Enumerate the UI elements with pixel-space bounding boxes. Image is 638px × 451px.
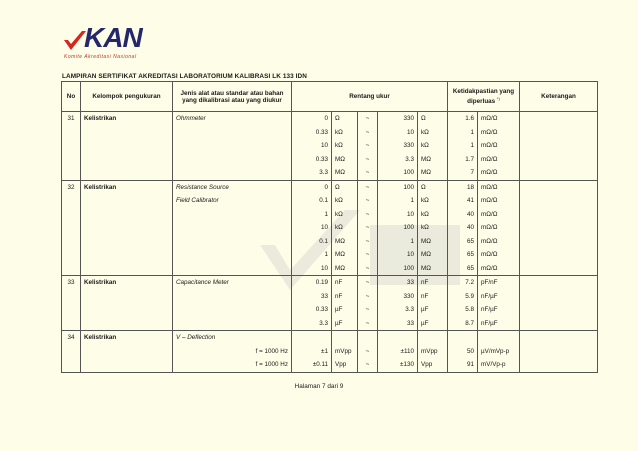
cell-range-from: 0 (292, 180, 332, 194)
cell-jenis (173, 235, 292, 249)
cell-no: 31 (62, 112, 81, 126)
cell-uncertainty: 18 (448, 180, 478, 194)
cell-range-from-unit: nF (332, 276, 358, 290)
cell-keterangan (520, 345, 598, 359)
cell-uncertainty: 1.6 (448, 112, 478, 126)
header-jenis: Jenis alat atau standar atau bahan yang dikalibrasi atau yang diukur (173, 82, 292, 112)
cell-range-to-unit: nF (418, 276, 448, 290)
cell-uncertainty: 65 (448, 248, 478, 262)
table-row (62, 126, 598, 140)
cell-uncertainty: 65 (448, 235, 478, 249)
cell-uncertainty-unit: mΩ/Ω (478, 221, 520, 235)
cell-range-from: 3.3 (292, 166, 332, 180)
cell-range-from: 33 (292, 290, 332, 304)
cell-no (62, 235, 81, 249)
cell-uncertainty-unit: nF/µF (478, 290, 520, 304)
cell-uncertainty: 41 (448, 194, 478, 208)
cell-kelompok (81, 139, 173, 153)
cell-keterangan (520, 235, 598, 249)
cell-range-from-unit: mVpp (332, 345, 358, 359)
cell-no: 33 (62, 276, 81, 290)
cell-range-to: 330 (378, 112, 418, 126)
cell-uncertainty-unit: mΩ/Ω (478, 194, 520, 208)
cell-keterangan (520, 290, 598, 304)
header-note-marker: *) (496, 95, 500, 101)
cell-range-to-unit: MΩ (418, 248, 448, 262)
cell-no (62, 139, 81, 153)
cell-range-sep: ~ (358, 262, 378, 276)
cell-range-to-unit: µF (418, 303, 448, 317)
cell-uncertainty-unit: mV/Vp-p (478, 358, 520, 372)
cell-uncertainty-unit: mΩ/Ω (478, 262, 520, 276)
table-row (62, 139, 598, 153)
cell-range-sep: ~ (358, 208, 378, 222)
cell-no (62, 221, 81, 235)
cell-keterangan (520, 166, 598, 180)
cell-range-to: 1 (378, 194, 418, 208)
cell-range-to-unit: MΩ (418, 235, 448, 249)
cell-range-sep: ~ (358, 139, 378, 153)
cell-jenis (173, 303, 292, 317)
cell-range-sep: ~ (358, 303, 378, 317)
cell-range-from-unit: kΩ (332, 139, 358, 153)
cell-range-from-unit: Vpp (332, 358, 358, 372)
header-keterangan: Keterangan (520, 82, 598, 112)
cell-range-from-unit: MΩ (332, 166, 358, 180)
cell-no (62, 303, 81, 317)
cell-no (62, 262, 81, 276)
cell-range-to-unit: kΩ (418, 208, 448, 222)
cell-range-to-unit: kΩ (418, 194, 448, 208)
cell-kelompok (81, 317, 173, 331)
cell-uncertainty-unit: µV/mVp-p (478, 345, 520, 359)
cell-range-to: 330 (378, 139, 418, 153)
table-row (62, 194, 598, 208)
cell-uncertainty-unit: mΩ/Ω (478, 153, 520, 167)
cell-kelompok (81, 303, 173, 317)
cell-range-from: 1 (292, 208, 332, 222)
cell-kelompok (81, 166, 173, 180)
cell-range-from: 1 (292, 248, 332, 262)
cell-jenis: f = 1000 Hz (173, 345, 292, 359)
cell-uncertainty-unit: mΩ/Ω (478, 126, 520, 140)
cell-range-from-unit: kΩ (332, 208, 358, 222)
cell-jenis: f = 1000 Hz (173, 358, 292, 372)
cell-jenis (173, 248, 292, 262)
cell-range-from-unit: Ω (332, 112, 358, 126)
cell-range-to-unit: nF (418, 290, 448, 304)
cell-uncertainty-unit (478, 331, 520, 345)
cell-range-to-unit: MΩ (418, 153, 448, 167)
cell-range-from: 0.33 (292, 126, 332, 140)
cell-uncertainty: 5.9 (448, 290, 478, 304)
cell-range-from: 0.1 (292, 235, 332, 249)
table-row (62, 317, 598, 331)
cell-jenis (173, 208, 292, 222)
cell-range-from (292, 331, 332, 345)
cell-jenis (173, 262, 292, 276)
cell-range-to: 3.3 (378, 153, 418, 167)
table-row (62, 331, 598, 345)
cell-uncertainty (448, 331, 478, 345)
cell-jenis (173, 290, 292, 304)
cell-keterangan (520, 221, 598, 235)
cell-range-to: 330 (378, 290, 418, 304)
cell-range-to: ±130 (378, 358, 418, 372)
cell-range-from-unit: MΩ (332, 235, 358, 249)
table-row (62, 166, 598, 180)
cell-range-from-unit: MΩ (332, 262, 358, 276)
header-rentang: Rentang ukur (292, 82, 448, 112)
table-body (62, 112, 598, 373)
cell-uncertainty: 1 (448, 126, 478, 140)
cell-range-from: 10 (292, 221, 332, 235)
kan-logo (62, 22, 172, 60)
cell-kelompok (81, 290, 173, 304)
cell-range-sep: ~ (358, 166, 378, 180)
cell-range-from-unit: µF (332, 303, 358, 317)
cell-range-to-unit: Ω (418, 112, 448, 126)
cell-kelompok (81, 235, 173, 249)
cell-no: 34 (62, 331, 81, 345)
cell-range-to-unit: MΩ (418, 166, 448, 180)
logo-wordmark: KAN (84, 22, 142, 53)
cell-kelompok (81, 248, 173, 262)
cell-kelompok (81, 345, 173, 359)
cell-jenis: Resistance Source (173, 180, 292, 194)
table-row (62, 153, 598, 167)
cell-range-to: 33 (378, 317, 418, 331)
cell-no (62, 126, 81, 140)
cell-kelompok (81, 262, 173, 276)
cell-no: 32 (62, 180, 81, 194)
cell-range-from: 0.19 (292, 276, 332, 290)
cell-jenis (173, 126, 292, 140)
cell-range-from: 0.33 (292, 303, 332, 317)
cell-range-from-unit: nF (332, 290, 358, 304)
cell-kelompok: Kelistrikan (81, 331, 173, 345)
cell-kelompok (81, 208, 173, 222)
cell-range-to: 100 (378, 262, 418, 276)
cell-range-to-unit (418, 331, 448, 345)
cell-range-sep: ~ (358, 290, 378, 304)
cell-jenis (173, 166, 292, 180)
cell-range-from-unit: kΩ (332, 194, 358, 208)
cell-range-from: 0.1 (292, 194, 332, 208)
cell-range-sep: ~ (358, 235, 378, 249)
cell-range-from-unit: kΩ (332, 126, 358, 140)
cell-range-to-unit: Ω (418, 180, 448, 194)
cell-uncertainty-unit: mΩ/Ω (478, 166, 520, 180)
cell-uncertainty: 40 (448, 221, 478, 235)
cell-range-from-unit (332, 331, 358, 345)
cell-uncertainty-unit: mΩ/Ω (478, 248, 520, 262)
cell-uncertainty: 65 (448, 262, 478, 276)
cell-uncertainty: 7.2 (448, 276, 478, 290)
table-row (62, 208, 598, 222)
cell-kelompok (81, 194, 173, 208)
logo-subtitle: Komite Akreditasi Nasional (64, 54, 137, 60)
table-row (62, 262, 598, 276)
page-footer: Halaman 7 dari 9 (294, 383, 344, 390)
cell-range-sep: ~ (358, 126, 378, 140)
table-row (62, 221, 598, 235)
cell-keterangan (520, 126, 598, 140)
cell-range-from: ±0.11 (292, 358, 332, 372)
cell-range-sep: ~ (358, 221, 378, 235)
cell-keterangan (520, 194, 598, 208)
cell-keterangan (520, 303, 598, 317)
cell-keterangan (520, 317, 598, 331)
cell-uncertainty: 5.8 (448, 303, 478, 317)
cell-uncertainty-unit: nF/µF (478, 317, 520, 331)
cell-keterangan (520, 180, 598, 194)
table-row (62, 276, 598, 290)
cell-uncertainty: 7 (448, 166, 478, 180)
cell-kelompok (81, 358, 173, 372)
cell-keterangan (520, 248, 598, 262)
cell-range-from: 10 (292, 262, 332, 276)
cell-jenis: Ohmmeter (173, 112, 292, 126)
accreditation-scope-table (61, 81, 598, 373)
cell-uncertainty-unit: nF/µF (478, 303, 520, 317)
cell-uncertainty: 91 (448, 358, 478, 372)
cell-keterangan (520, 153, 598, 167)
cell-range-to (378, 331, 418, 345)
cell-kelompok: Kelistrikan (81, 112, 173, 126)
cell-jenis: V – Deflection (173, 331, 292, 345)
table-row (62, 112, 598, 126)
cell-range-sep: ~ (358, 248, 378, 262)
cell-uncertainty-unit: mΩ/Ω (478, 208, 520, 222)
cell-range-to: 10 (378, 208, 418, 222)
cell-range-from-unit: MΩ (332, 248, 358, 262)
cell-kelompok (81, 153, 173, 167)
cell-jenis: Field Calibrator (173, 194, 292, 208)
cell-range-to-unit: Vpp (418, 358, 448, 372)
cell-range-sep: ~ (358, 317, 378, 331)
cell-range-sep: ~ (358, 180, 378, 194)
cell-range-to-unit: µF (418, 317, 448, 331)
cell-uncertainty: 40 (448, 208, 478, 222)
cell-jenis: Capacitance Meter (173, 276, 292, 290)
cell-uncertainty: 8.7 (448, 317, 478, 331)
cell-uncertainty-unit: mΩ/Ω (478, 139, 520, 153)
cell-range-from: 0.33 (292, 153, 332, 167)
cell-no (62, 290, 81, 304)
cell-range-sep: ~ (358, 276, 378, 290)
cell-range-from-unit: Ω (332, 180, 358, 194)
cell-keterangan (520, 112, 598, 126)
cell-uncertainty-unit: mΩ/Ω (478, 180, 520, 194)
header-kelompok: Kelompok pengukuran (81, 82, 173, 112)
cell-kelompok: Kelistrikan (81, 276, 173, 290)
table-header-row (62, 82, 598, 112)
cell-keterangan (520, 276, 598, 290)
table-row (62, 358, 598, 372)
cell-range-sep: ~ (358, 194, 378, 208)
cell-range-to-unit: kΩ (418, 139, 448, 153)
cell-kelompok: Kelistrikan (81, 180, 173, 194)
table-row (62, 345, 598, 359)
cell-jenis (173, 139, 292, 153)
cell-uncertainty: 1 (448, 139, 478, 153)
cell-jenis (173, 153, 292, 167)
cell-range-sep: ~ (358, 153, 378, 167)
cell-range-to-unit: kΩ (418, 126, 448, 140)
cell-range-to: 10 (378, 248, 418, 262)
cell-no (62, 208, 81, 222)
header-ketidakpastian: Ketidakpastian yang diperluas *) (448, 82, 520, 112)
cell-uncertainty: 50 (448, 345, 478, 359)
cell-range-to-unit: kΩ (418, 221, 448, 235)
cell-keterangan (520, 331, 598, 345)
cell-uncertainty-unit: mΩ/Ω (478, 112, 520, 126)
cell-keterangan (520, 358, 598, 372)
cell-range-to: 10 (378, 126, 418, 140)
cell-range-from: 3.3 (292, 317, 332, 331)
cell-range-from-unit: MΩ (332, 153, 358, 167)
cell-uncertainty-unit: pF/nF (478, 276, 520, 290)
cell-keterangan (520, 262, 598, 276)
cell-range-to: 100 (378, 166, 418, 180)
cell-range-from: 10 (292, 139, 332, 153)
cell-range-to: 33 (378, 276, 418, 290)
header-no: No (62, 82, 81, 112)
cell-range-to-unit: MΩ (418, 262, 448, 276)
cell-no (62, 317, 81, 331)
cell-no (62, 248, 81, 262)
cell-jenis (173, 317, 292, 331)
cell-no (62, 153, 81, 167)
cell-keterangan (520, 208, 598, 222)
cell-range-from: 0 (292, 112, 332, 126)
cell-range-sep (358, 331, 378, 345)
document-heading: LAMPIRAN SERTIFIKAT AKREDITASI LABORATORIUM KALIBRASI LK 133 IDN (62, 73, 307, 80)
cell-uncertainty-unit: mΩ/Ω (478, 235, 520, 249)
cell-range-from-unit: kΩ (332, 221, 358, 235)
cell-range-to: 100 (378, 221, 418, 235)
table-row (62, 290, 598, 304)
table-row (62, 248, 598, 262)
cell-range-from: ±1 (292, 345, 332, 359)
table-row (62, 303, 598, 317)
cell-range-from-unit: µF (332, 317, 358, 331)
cell-kelompok (81, 126, 173, 140)
cell-range-to: 100 (378, 180, 418, 194)
cell-range-to: 1 (378, 235, 418, 249)
cell-jenis (173, 221, 292, 235)
cell-range-to: 3.3 (378, 303, 418, 317)
cell-kelompok (81, 221, 173, 235)
cell-no (62, 194, 81, 208)
table-row (62, 180, 598, 194)
cell-no (62, 358, 81, 372)
cell-range-to-unit: mVpp (418, 345, 448, 359)
cell-keterangan (520, 139, 598, 153)
cell-uncertainty: 1.7 (448, 153, 478, 167)
cell-range-sep: ~ (358, 358, 378, 372)
table-row (62, 235, 598, 249)
cell-no (62, 166, 81, 180)
cell-range-to: ±110 (378, 345, 418, 359)
cell-no (62, 345, 81, 359)
cell-range-sep: ~ (358, 112, 378, 126)
cell-range-sep: ~ (358, 345, 378, 359)
